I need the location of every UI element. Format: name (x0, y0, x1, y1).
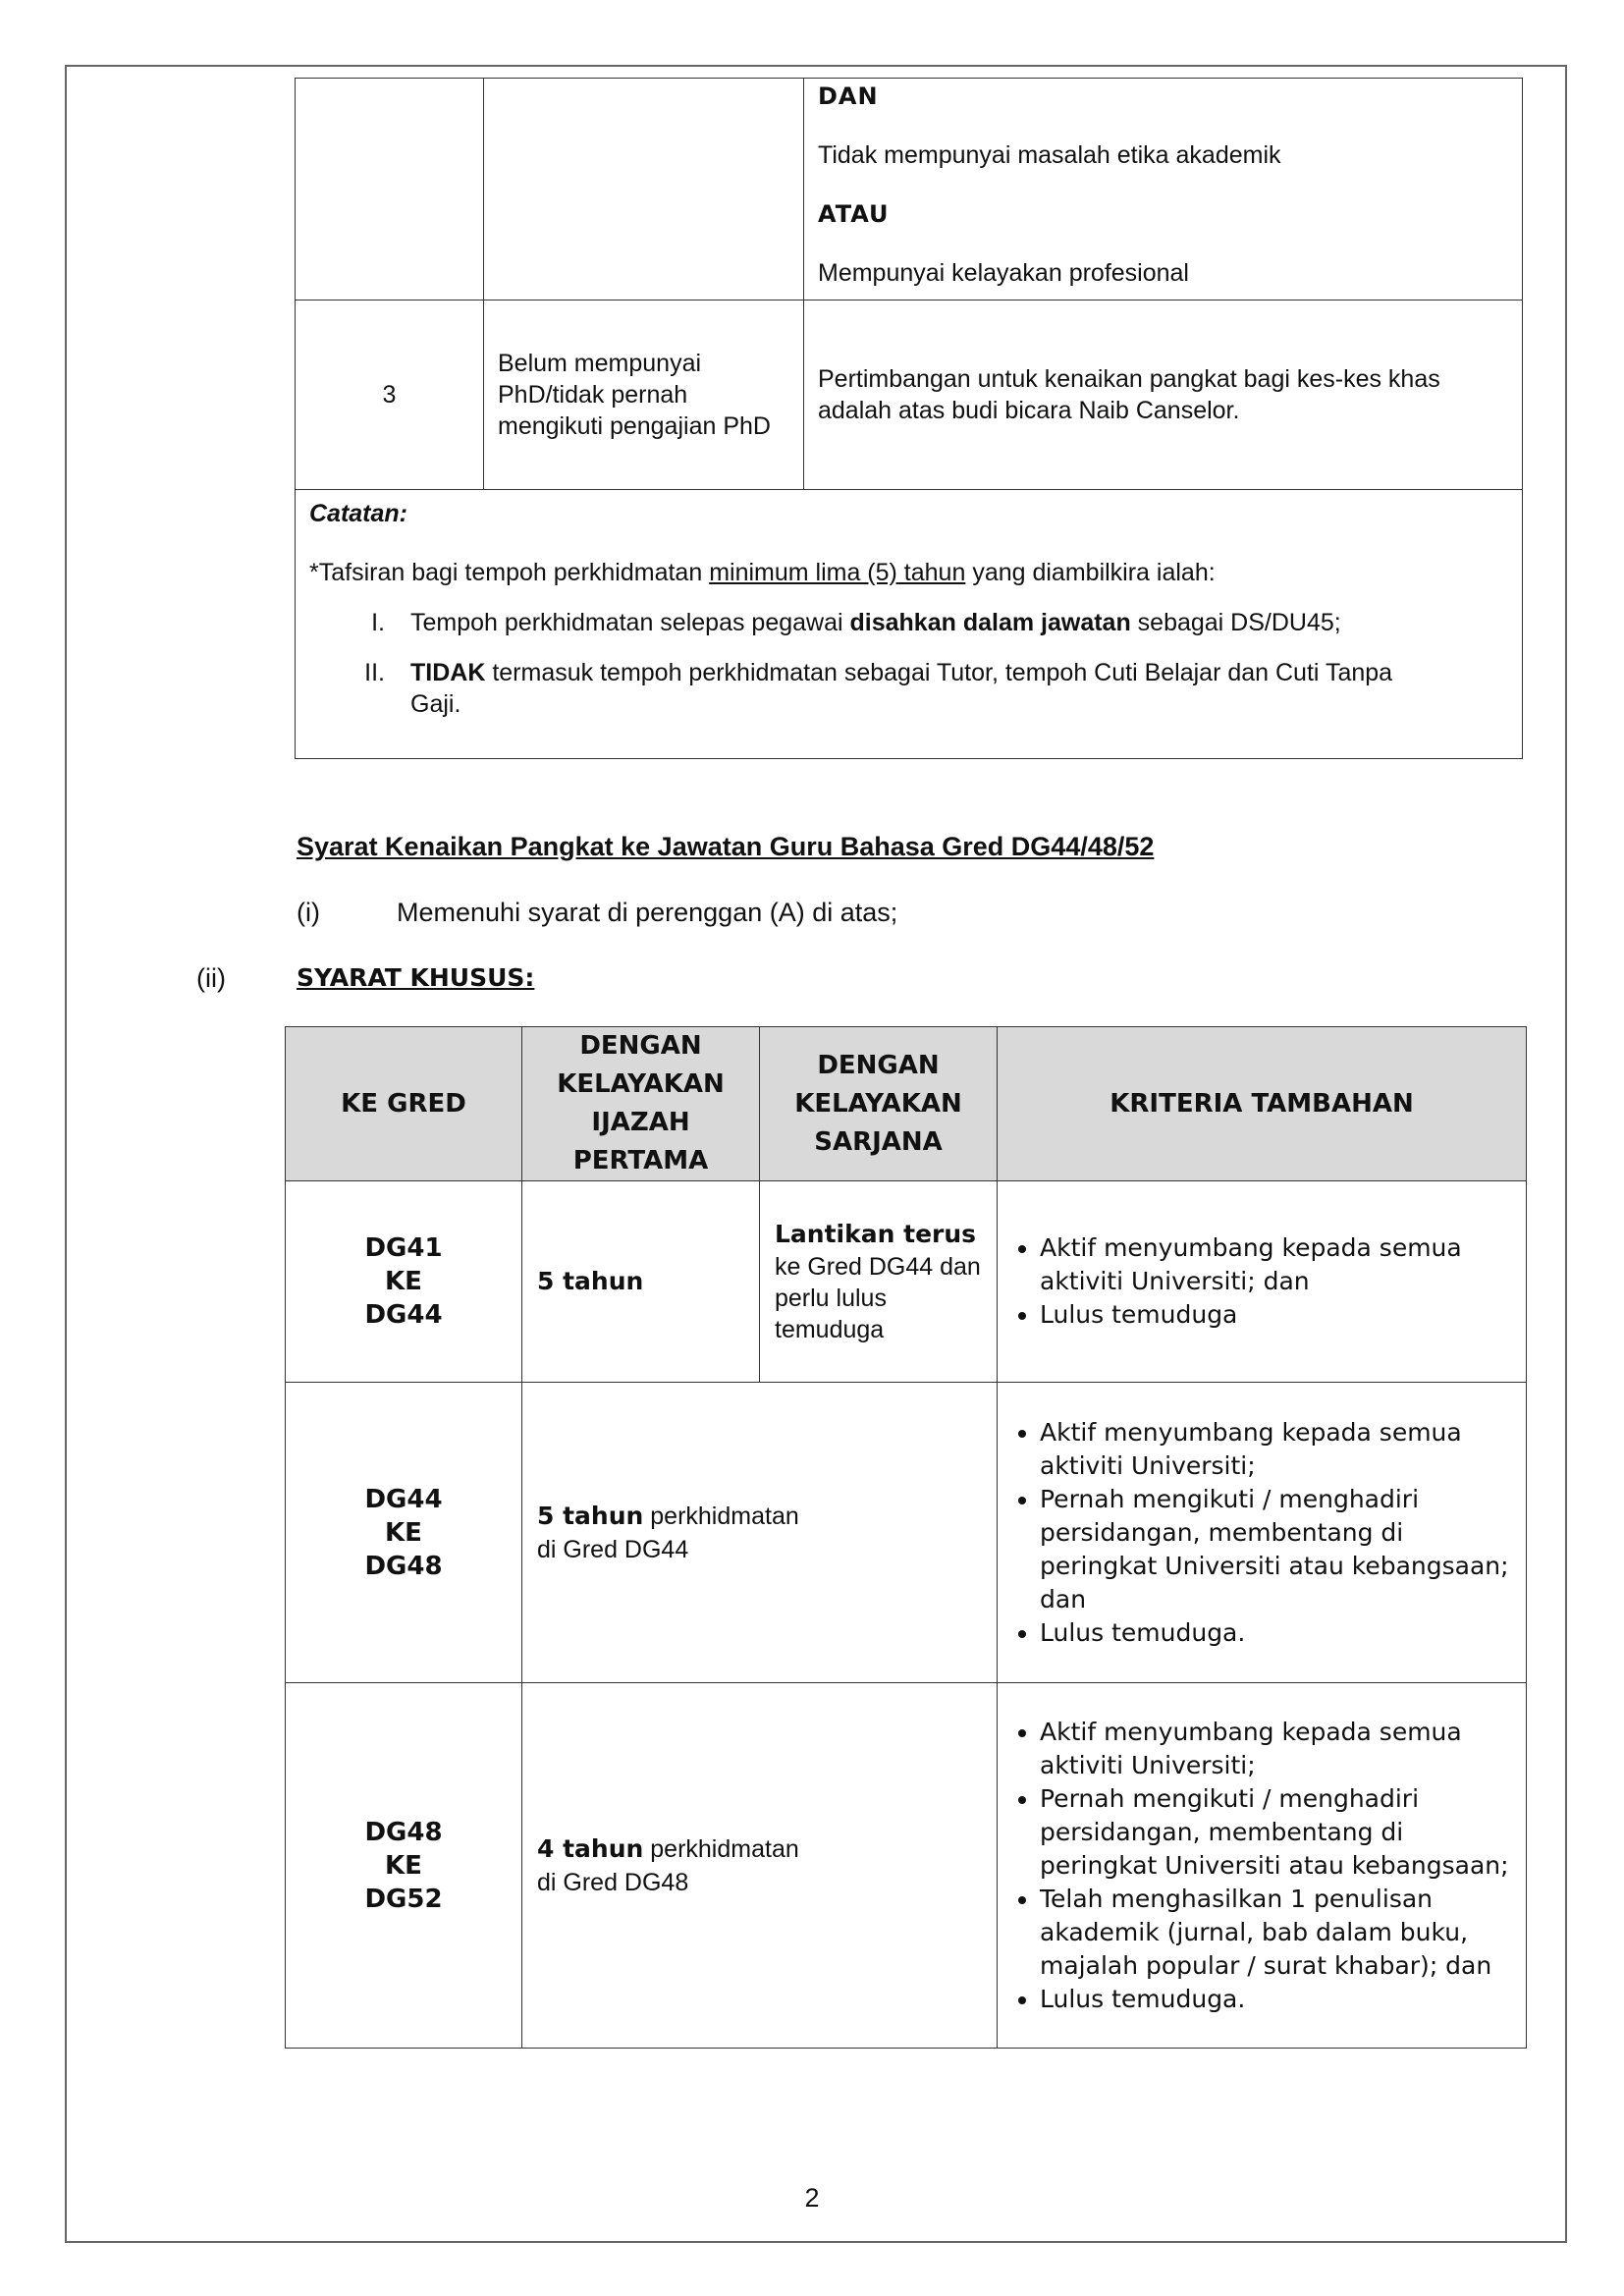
notes-item-bold: disahkan dalam jawatan (849, 609, 1131, 636)
column-header: KE GRED (286, 1027, 522, 1181)
atau-label: ATAU (818, 200, 890, 228)
table-row (286, 1383, 1527, 1683)
duration-line (537, 1832, 996, 1866)
notes-item (309, 607, 1508, 638)
criteria-item: • Aktif menyumbang kepada semua aktiviti Universiti; (1040, 1716, 1525, 1782)
grade-line: DG48 (364, 1551, 443, 1581)
notes-item-text (410, 607, 1341, 638)
column-header: DENGAN KELAYAKAN IJAZAH PERTAMA (522, 1027, 760, 1181)
service-duration-cell (522, 1383, 998, 1683)
criteria-item: • Lulus temuduga (1040, 1298, 1525, 1332)
remark-cell: Pertimbangan untuk kenaikan pangkat bagi kes-kes khas adalah atas budi bicara Naib Canselor. (804, 301, 1523, 490)
grade-cell (286, 1683, 522, 2049)
notes-item-pre: Tempoh perkhidmatan selepas pegawai (410, 609, 850, 636)
grade-line: KE (385, 1517, 422, 1548)
service-duration-cell (522, 1683, 998, 2049)
item-ii-heading: SYARAT KHUSUS: (297, 963, 535, 992)
column-header: KRITERIA TAMBAHAN (998, 1027, 1527, 1181)
criteria-item: • Aktif menyumbang kepada semua aktiviti Universiti; (1040, 1416, 1525, 1483)
criteria-cell (998, 1181, 1527, 1383)
duration-bold: 5 tahun (537, 1501, 644, 1530)
notes-intro (309, 557, 1508, 588)
grade-line: DG48 (364, 1817, 443, 1847)
duration-bold: 4 tahun (537, 1833, 644, 1863)
row-number: 3 (296, 301, 484, 490)
grade-line: KE (385, 1267, 422, 1296)
criteria-cell (998, 1683, 1527, 2049)
notes-item-text (410, 657, 1441, 720)
notes-intro-text: *Tafsiran bagi tempoh perkhidmatan (309, 559, 710, 586)
criteria-list (999, 1231, 1525, 1332)
grade-line: DG44 (364, 1300, 443, 1330)
table-row (286, 1181, 1527, 1383)
masters-text: ke Gred DG44 dan perlu lulus temuduga (775, 1253, 981, 1343)
page-number: 2 (804, 2183, 820, 2213)
notes-item-number: I. (371, 609, 385, 636)
notes-title: Catatan: (309, 500, 408, 527)
grade-cell (286, 1181, 522, 1383)
notes-intro-underline: minimum lima (5) tahun (709, 559, 966, 586)
special-requirements-table (285, 1026, 1527, 2049)
first-degree-cell (522, 1181, 760, 1383)
notes-cell (296, 490, 1523, 759)
duration-grade: di Gred DG48 (537, 1868, 689, 1896)
section-heading: Syarat Kenaikan Pangkat ke Jawatan Guru Bahasa Gred DG44/48/52 (297, 832, 1155, 861)
table-header-row (286, 1027, 1527, 1181)
empty-cell (296, 79, 484, 301)
grade-cell (286, 1383, 522, 1683)
criteria-item: • Lulus temuduga. (1040, 1983, 1525, 2016)
notes-intro-text: yang diambilkira ialah: (965, 559, 1216, 586)
item-ii-number: (ii) (196, 963, 226, 993)
criteria-cell (998, 1383, 1527, 1683)
item-i-text: Memenuhi syarat di perenggan (A) di atas; (397, 898, 898, 927)
criteria-list (999, 1716, 1525, 2016)
requirement-line: Mempunyai kelayakan profesional (818, 259, 1189, 287)
duration-bold: 5 tahun (537, 1267, 644, 1295)
grade-line: KE (385, 1850, 422, 1881)
criteria-item: • Aktif menyumbang kepada semua aktiviti Universiti; dan (1040, 1231, 1525, 1298)
notes-item-post: termasuk tempoh perkhidmatan sebagai Tutor, tempoh Cuti Belajar dan Cuti Tanpa Gaji. (410, 659, 1393, 718)
column-header: DENGAN KELAYAKAN SARJANA (760, 1027, 998, 1181)
notes-item (309, 657, 1508, 720)
condition-cell: Belum mempunyai PhD/tidak pernah mengikuti pengajian PhD (484, 301, 804, 490)
duration-text: perkhidmatan (643, 1834, 799, 1863)
duration-line (537, 1500, 996, 1533)
duration-grade: di Gred DG44 (537, 1535, 689, 1563)
duration-text: perkhidmatan (643, 1502, 799, 1530)
grade-line: DG41 (364, 1233, 443, 1263)
criteria-list (999, 1416, 1525, 1650)
grade-line: DG44 (364, 1484, 443, 1514)
grade-line: DG52 (364, 1884, 443, 1914)
criteria-item: • Pernah mengikuti / menghadiri persidangan, membentang di peringkat Universiti atau kebangsaan; dan (1040, 1483, 1525, 1616)
requirement-line: Tidak mempunyai masalah etika akademik (818, 141, 1281, 169)
notes-item-number: II. (364, 659, 385, 686)
masters-bold: Lantikan terus (775, 1220, 977, 1248)
dan-label: DAN (818, 82, 879, 110)
notes-item-post: sebagai DS/DU45; (1130, 609, 1341, 636)
table-row (286, 1683, 1527, 2049)
criteria-item: • Lulus temuduga. (1040, 1616, 1525, 1650)
requirement-cell (804, 79, 1523, 301)
empty-cell (484, 79, 804, 301)
criteria-table-continued (295, 78, 1523, 759)
notes-item-bold: TIDAK (410, 659, 486, 686)
criteria-item: • Pernah mengikuti / menghadiri persidangan, membentang di peringkat Universiti atau kebangsaan; (1040, 1782, 1525, 1883)
item-i-number: (i) (297, 898, 320, 927)
masters-cell (760, 1181, 998, 1383)
criteria-item: • Telah menghasilkan 1 penulisan akademik (jurnal, bab dalam buku, majalah popular / surat khabar); dan (1040, 1883, 1525, 1983)
